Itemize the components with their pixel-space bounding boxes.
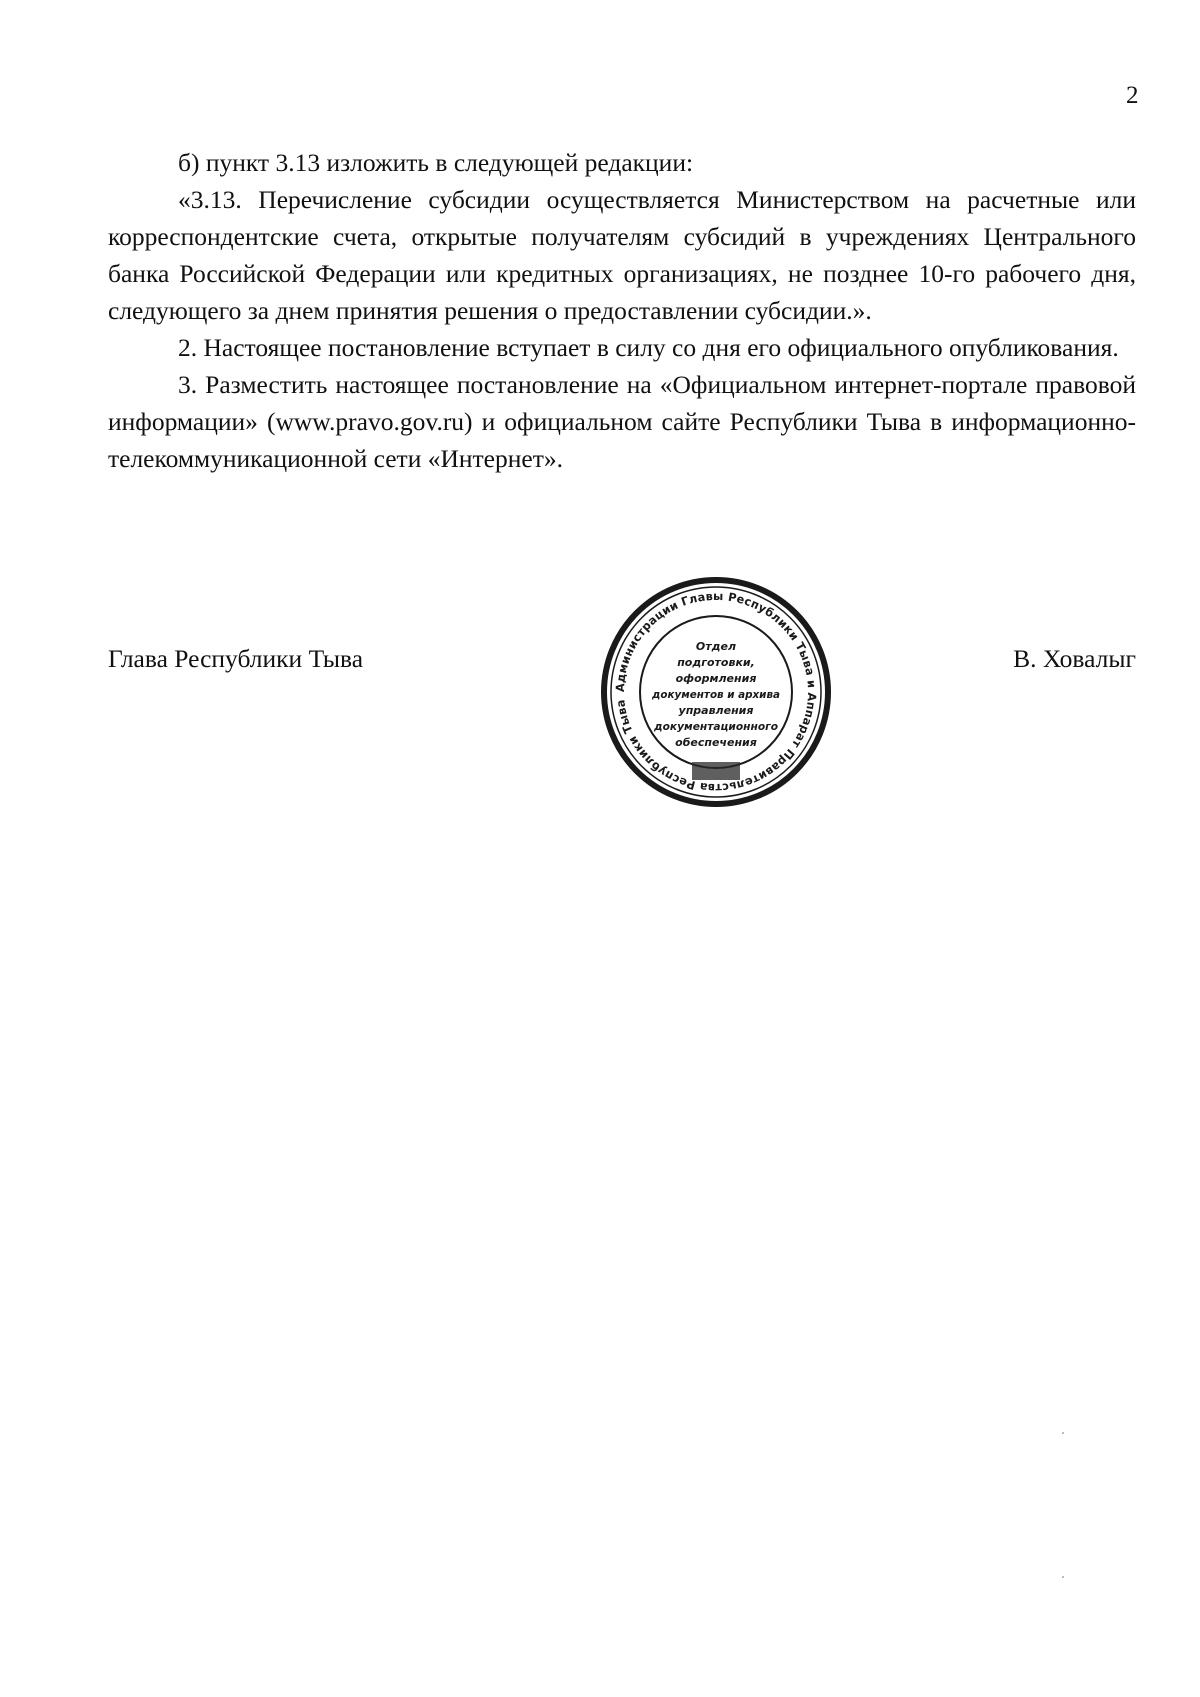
svg-text:документов и архива: документов и архива [651, 688, 780, 701]
stamp-smudge [692, 762, 740, 780]
scan-speck [1062, 1432, 1064, 1434]
document-body [108, 144, 1136, 477]
scan-speck [1062, 1576, 1064, 1578]
paragraph-subpoint-b: б) пункт 3.13 изложить в следующей редакции: [178, 148, 694, 177]
svg-text:обеспечения: обеспечения [675, 736, 757, 749]
paragraph-item-3: 3. Разместить настоящее постановление на «Официальном интернет-портале правовой информации» (www.pravo.gov.ru) и официальном сайте Республики Тыва в информационно-телекоммуникационной сети «Интернет». [108, 370, 1136, 473]
stamp-ring-text: Администрации Главы Республики Тыва и Аппарат Правительства Республики Тыва [612, 588, 820, 796]
paragraph-item-2: 2. Настоящее постановление вступает в силу со дня его официального опубликования. [178, 333, 1119, 362]
svg-text:оформления: оформления [675, 672, 757, 685]
paragraph-clause-3-13: «3.13. Перечисление субсидии осуществляется Министерством на расчетные или корреспондентские счета, открытые получателям субсидий в учреждениях Центрального банка Российской Федерации или кредитных организациях, не позднее 10-го рабочего дня, следующего за днем принятия решения о предоставлении субсидии.». [108, 185, 1136, 325]
svg-text:управления: управления [678, 704, 754, 717]
page-number: 2 [1126, 82, 1139, 109]
official-stamp [596, 572, 836, 812]
stamp-center-text [651, 640, 780, 749]
svg-text:подготовки,: подготовки, [677, 656, 755, 669]
svg-text:Отдел: Отдел [695, 640, 737, 653]
signatory-name: В. Ховалыг [1013, 644, 1136, 673]
signatory-position: Глава Республики Тыва [108, 644, 364, 673]
stamp-graphic [596, 572, 836, 812]
svg-text:документационного: документационного [653, 720, 779, 733]
